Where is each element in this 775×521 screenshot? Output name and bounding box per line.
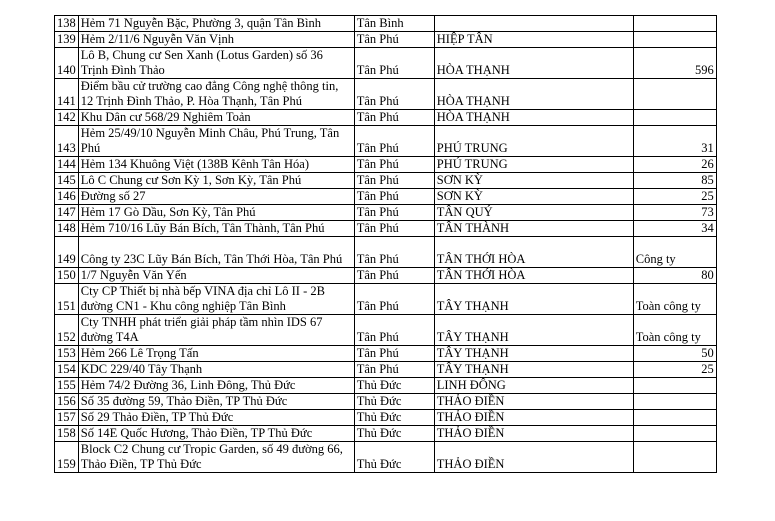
row-address: Hẻm 710/16 Lũy Bán Bích, Tân Thành, Tân Phú (78, 221, 354, 237)
table-row (55, 378, 717, 394)
row-value: Toàn công ty (633, 284, 716, 315)
row-value (633, 378, 716, 394)
row-district: Tân Phú (354, 268, 434, 284)
row-address: Lô C Chung cư Sơn Kỳ 1, Sơn Kỳ, Tân Phú (78, 173, 354, 189)
row-ward: TÂN THÀNH (434, 221, 633, 237)
row-ward: SƠN KỲ (434, 173, 633, 189)
row-value: 85 (633, 173, 716, 189)
row-value: 31 (633, 126, 716, 157)
row-number: 138 (55, 16, 79, 32)
row-number: 152 (55, 315, 79, 346)
row-value (633, 410, 716, 426)
row-value: 34 (633, 221, 716, 237)
row-address: KDC 229/40 Tây Thạnh (78, 362, 354, 378)
row-district: Tân Phú (354, 32, 434, 48)
row-value: 596 (633, 48, 716, 79)
row-value: 50 (633, 346, 716, 362)
table-row (55, 221, 717, 237)
row-number: 147 (55, 205, 79, 221)
row-number: 146 (55, 189, 79, 205)
row-address: Số 29 Thảo Điền, TP Thủ Đức (78, 410, 354, 426)
row-ward: HÒA THẠNH (434, 79, 633, 110)
row-address: Khu Dân cư 568/29 Nghiêm Toản (78, 110, 354, 126)
row-address: Số 14E Quốc Hương, Thảo Điền, TP Thủ Đức (78, 426, 354, 442)
row-number: 154 (55, 362, 79, 378)
table-row (55, 237, 717, 268)
row-ward: PHÚ TRUNG (434, 126, 633, 157)
row-ward: THẢO ĐIỀN (434, 442, 633, 473)
row-district: Thủ Đức (354, 410, 434, 426)
row-district: Thủ Đức (354, 378, 434, 394)
row-ward: TÂN THỚI HÒA (434, 237, 633, 268)
row-ward: LINH ĐÔNG (434, 378, 633, 394)
row-address: Cty CP Thiết bị nhà bếp VINA địa chỉ Lô II - 2B đường CN1 - Khu công nghiệp Tân Bình (78, 284, 354, 315)
row-district: Tân Phú (354, 346, 434, 362)
row-ward: PHÚ TRUNG (434, 157, 633, 173)
row-district: Tân Phú (354, 205, 434, 221)
row-district: Tân Phú (354, 126, 434, 157)
row-number: 140 (55, 48, 79, 79)
row-district: Tân Phú (354, 221, 434, 237)
row-district: Thủ Đức (354, 426, 434, 442)
row-address: Hẻm 134 Khuông Việt (138B Kênh Tân Hóa) (78, 157, 354, 173)
row-address: Hẻm 25/49/10 Nguyễn Minh Châu, Phú Trung, Tân Phú (78, 126, 354, 157)
row-ward: HÒA THẠNH (434, 48, 633, 79)
table-row (55, 346, 717, 362)
row-address: Đường số 27 (78, 189, 354, 205)
row-ward: TÂY THẠNH (434, 284, 633, 315)
row-address: Lô B, Chung cư Sen Xanh (Lotus Garden) số 36 Trịnh Đình Thảo (78, 48, 354, 79)
row-ward: HÒA THẠNH (434, 110, 633, 126)
row-ward: HIỆP TÂN (434, 32, 633, 48)
row-ward: TÂY THẠNH (434, 362, 633, 378)
table-row (55, 16, 717, 32)
row-number: 150 (55, 268, 79, 284)
row-number: 149 (55, 237, 79, 268)
row-number: 155 (55, 378, 79, 394)
row-value (633, 394, 716, 410)
table-row (55, 110, 717, 126)
row-ward: SƠN KỲ (434, 189, 633, 205)
row-ward: TÂY THẠNH (434, 315, 633, 346)
row-address: 1/7 Nguyễn Văn Yến (78, 268, 354, 284)
row-address: Hẻm 71 Nguyễn Bặc, Phường 3, quận Tân Bình (78, 16, 354, 32)
row-value (633, 426, 716, 442)
table-row (55, 426, 717, 442)
row-district: Tân Phú (354, 48, 434, 79)
row-number: 145 (55, 173, 79, 189)
row-district: Thủ Đức (354, 394, 434, 410)
row-number: 141 (55, 79, 79, 110)
table-row (55, 157, 717, 173)
row-number: 157 (55, 410, 79, 426)
row-value (633, 79, 716, 110)
row-value: 80 (633, 268, 716, 284)
row-ward: TÂN QUÝ (434, 205, 633, 221)
row-number: 159 (55, 442, 79, 473)
table-row (55, 442, 717, 473)
row-address: Hẻm 17 Gò Dầu, Sơn Kỳ, Tân Phú (78, 205, 354, 221)
row-value (633, 32, 716, 48)
row-district: Tân Phú (354, 189, 434, 205)
table-row (55, 205, 717, 221)
row-value: Công ty (633, 237, 716, 268)
table-row (55, 173, 717, 189)
row-number: 156 (55, 394, 79, 410)
row-number: 144 (55, 157, 79, 173)
row-address: Block C2 Chung cư Tropic Garden, số 49 đường 66, Thảo Điền, TP Thủ Đức (78, 442, 354, 473)
row-ward: THẢO ĐIỀN (434, 394, 633, 410)
row-number: 151 (55, 284, 79, 315)
row-district: Tân Phú (354, 173, 434, 189)
row-address: Hẻm 74/2 Đường 36, Linh Đông, Thủ Đức (78, 378, 354, 394)
row-value: 26 (633, 157, 716, 173)
table-row (55, 48, 717, 79)
table-row (55, 79, 717, 110)
locations-table (54, 15, 717, 473)
row-district: Thủ Đức (354, 442, 434, 473)
row-district: Tân Phú (354, 237, 434, 268)
row-district: Tân Phú (354, 315, 434, 346)
row-number: 158 (55, 426, 79, 442)
row-address: Hẻm 2/11/6 Nguyễn Văn Vịnh (78, 32, 354, 48)
table-row (55, 189, 717, 205)
table-row (55, 126, 717, 157)
row-ward: THẢO ĐIỀN (434, 426, 633, 442)
table-row (55, 394, 717, 410)
row-value: 73 (633, 205, 716, 221)
row-ward: THẢO ĐIỀN (434, 410, 633, 426)
row-district: Tân Phú (354, 110, 434, 126)
row-ward (434, 16, 633, 32)
table-row (55, 362, 717, 378)
row-value: Toàn công ty (633, 315, 716, 346)
row-address: Công ty 23C Lũy Bán Bích, Tân Thới Hòa, Tân Phú (78, 237, 354, 268)
row-value (633, 16, 716, 32)
row-value (633, 110, 716, 126)
row-district: Tân Phú (354, 157, 434, 173)
row-ward: TÂN THỚI HÒA (434, 268, 633, 284)
table-row (55, 284, 717, 315)
row-district: Tân Phú (354, 284, 434, 315)
row-number: 148 (55, 221, 79, 237)
table-row (55, 410, 717, 426)
row-district: Tân Phú (354, 79, 434, 110)
row-district: Tân Bình (354, 16, 434, 32)
row-address: Điểm bầu cử trường cao đẳng Công nghệ thông tin, 12 Trịnh Đình Thảo, P. Hòa Thạnh, Tân Phú (78, 79, 354, 110)
row-address: Hẻm 266 Lê Trọng Tấn (78, 346, 354, 362)
row-number: 143 (55, 126, 79, 157)
table-body (55, 16, 717, 473)
row-number: 142 (55, 110, 79, 126)
row-ward: TÂY THẠNH (434, 346, 633, 362)
table-row (55, 268, 717, 284)
row-value (633, 442, 716, 473)
row-number: 139 (55, 32, 79, 48)
row-value: 25 (633, 362, 716, 378)
row-number: 153 (55, 346, 79, 362)
row-address: Số 35 đường 59, Thảo Điền, TP Thủ Đức (78, 394, 354, 410)
table-row (55, 315, 717, 346)
row-value: 25 (633, 189, 716, 205)
row-district: Tân Phú (354, 362, 434, 378)
row-address: Cty TNHH phát triển giải pháp tầm nhìn IDS 67 đường T4A (78, 315, 354, 346)
table-row (55, 32, 717, 48)
